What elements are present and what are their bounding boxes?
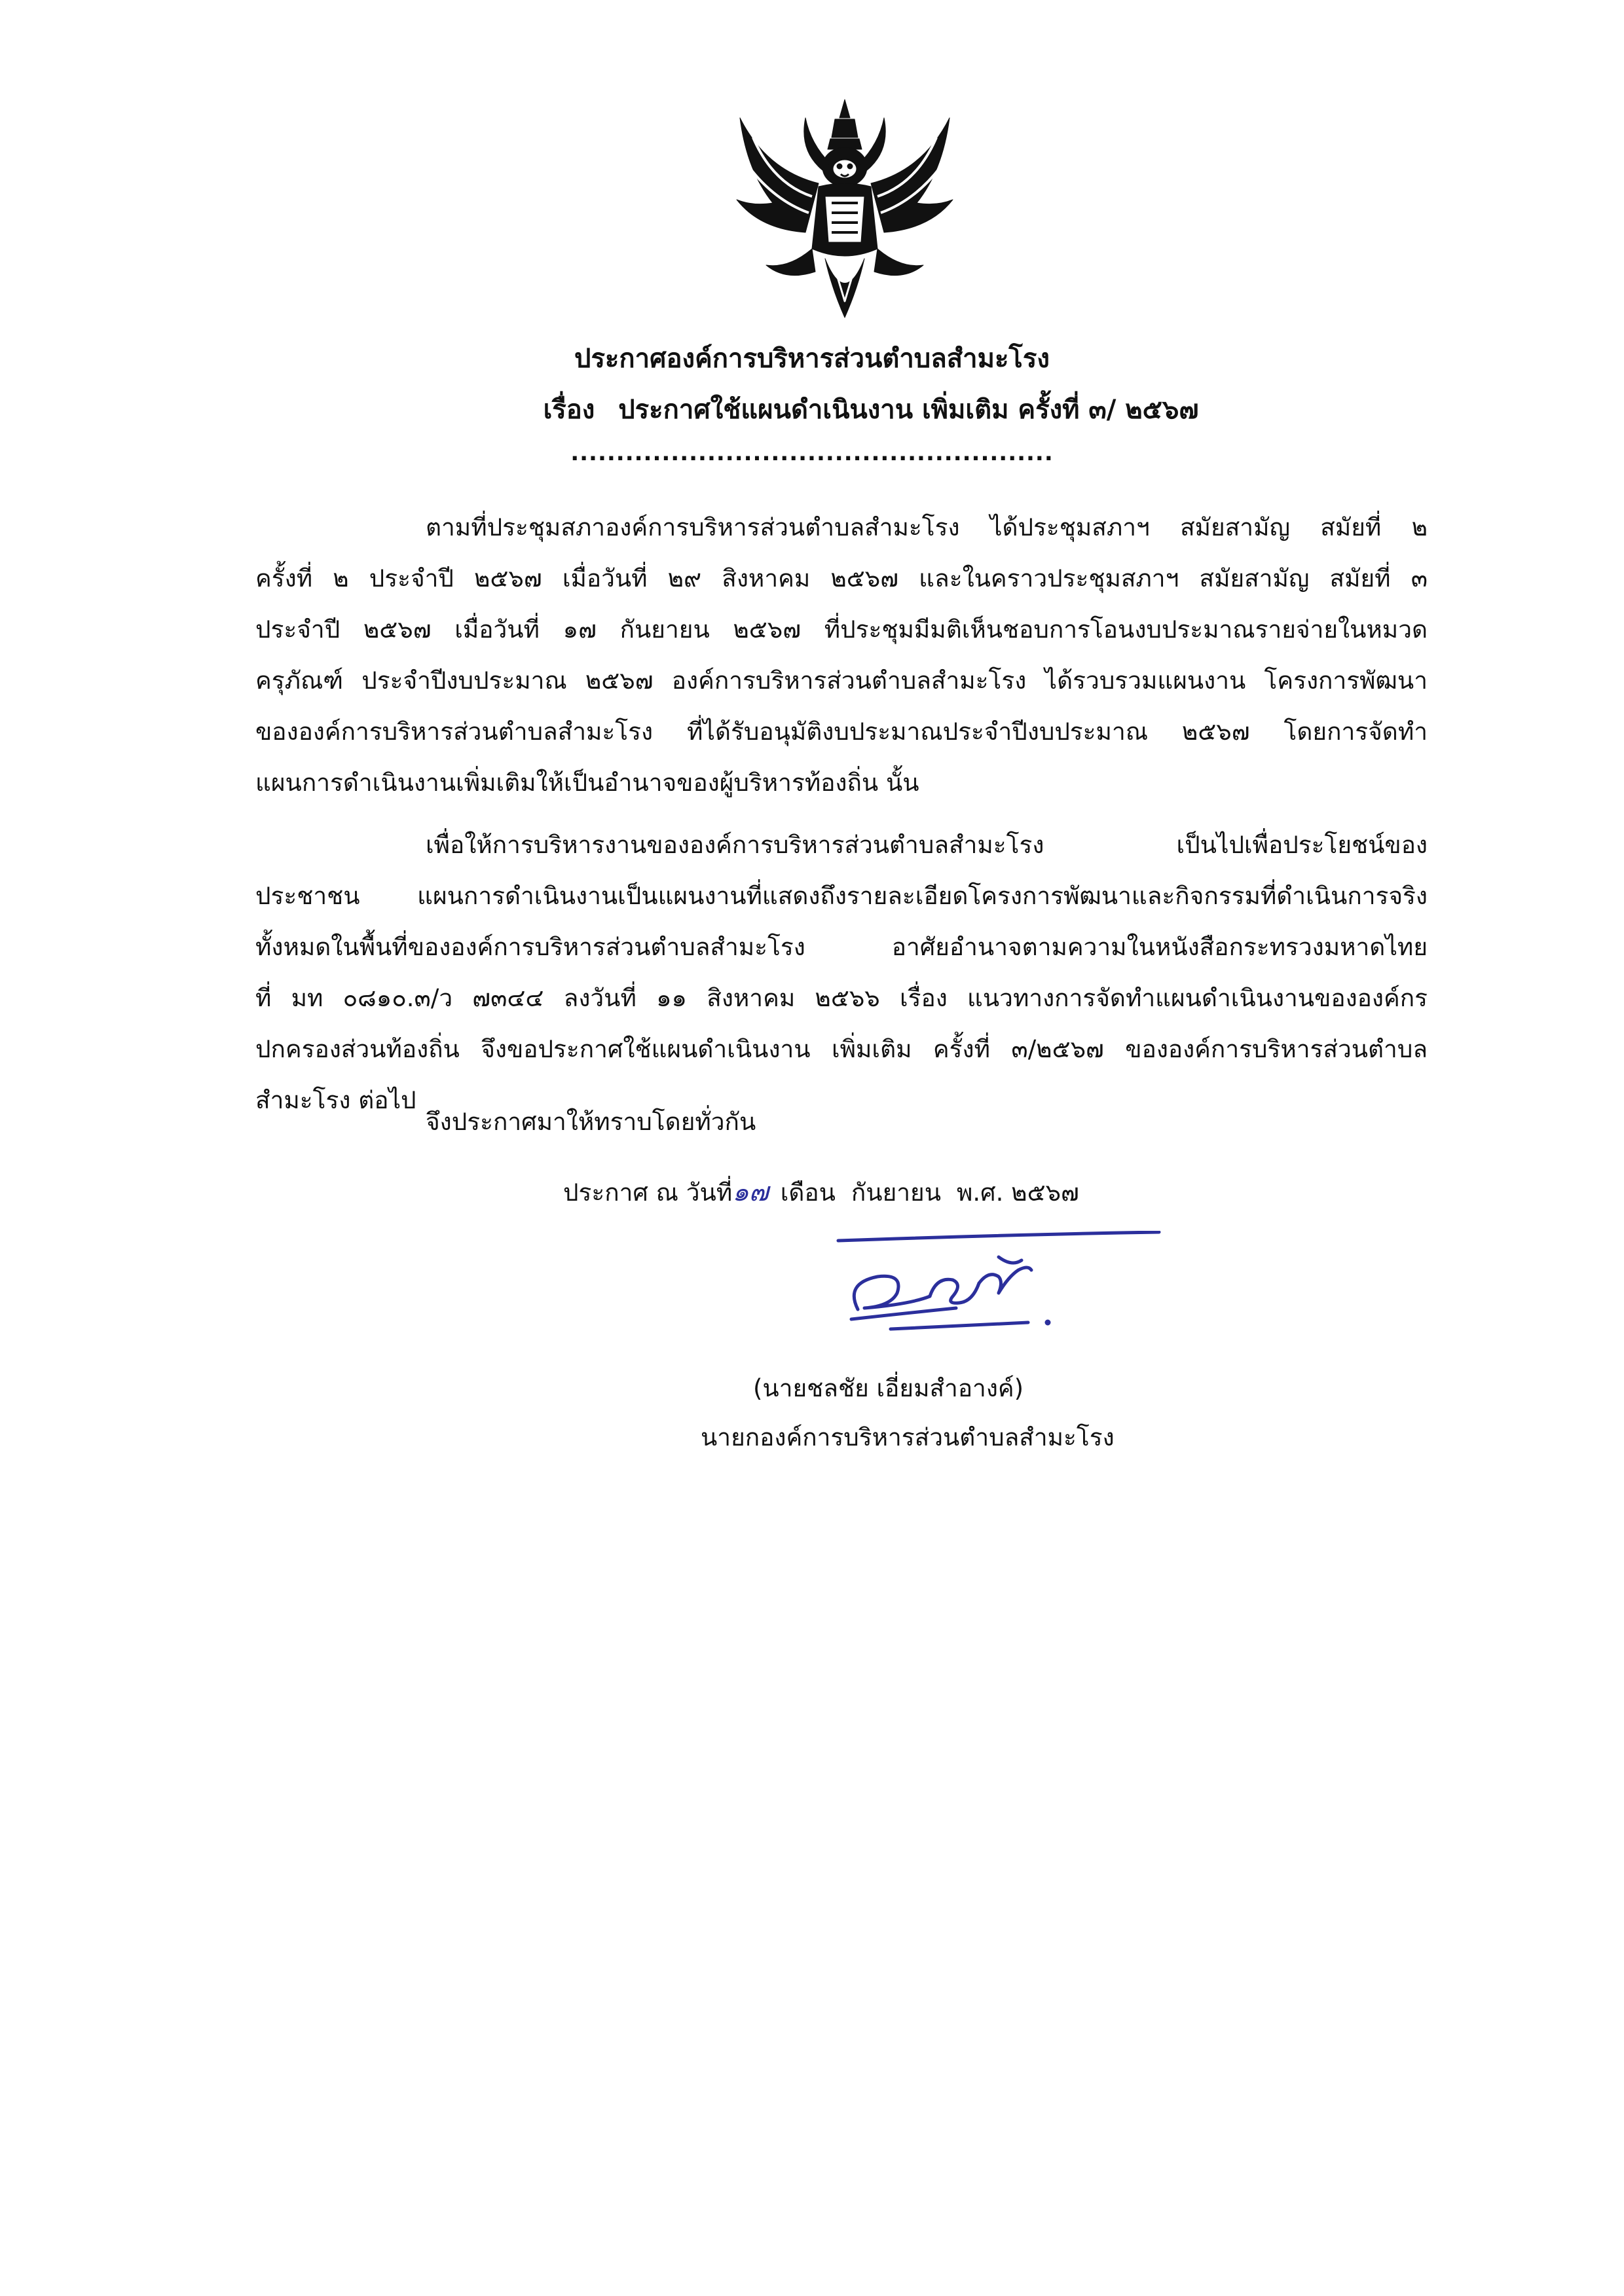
subject-label: เรื่อง xyxy=(543,395,595,425)
paragraph-line: ที่ มท ๐๘๑๐.๓/ว ๗๓๔๔ ลงวันที่ ๑๑ สิงหาคม ๒๕๖๖ เรื่อง แนวทางการจัดทำแผนดำเนินงานขององค์กร xyxy=(255,984,1428,1012)
paragraph-line: เพื่อให้การบริหารงานขององค์การบริหารส่วนตำบลสำมะโรง เป็นไปเพื่อประโยชน์ของ xyxy=(426,831,1428,859)
announcement-heading: ประกาศองค์การบริหารส่วนตำบลสำมะโรง xyxy=(574,344,1050,374)
paragraph-line: ปกครองส่วนท้องถิ่น จึงขอประกาศใช้แผนดำเนินงาน เพิ่มเติม ครั้งที่ ๓/๒๕๖๗ ขององค์การบริหารส่วนตำบล xyxy=(255,1035,1428,1063)
paragraph-line: ขององค์การบริหารส่วนตำบลสำมะโรง ที่ได้รับอนุมัติงบประมาณประจำปีงบประมาณ ๒๕๖๗ โดยการจัดทำ xyxy=(255,718,1428,746)
announcement-date xyxy=(563,1175,1079,1210)
signer-position: นายกองค์การบริหารส่วนตำบลสำมะโรง xyxy=(701,1423,1115,1451)
paragraph-line: แผนการดำเนินงานเพิ่มเติมให้เป็นอำนาจของผู้บริหารท้องถิ่น นั้น xyxy=(255,769,919,797)
month-value: กันยายน xyxy=(851,1178,942,1207)
paragraph-line: ครุภัณฑ์ ประจำปีงบประมาณ ๒๕๖๗ องค์การบริหารส่วนตำบลสำมะโรง ได้รวบรวมแผนงาน โครงการพัฒนา xyxy=(255,666,1428,695)
paragraph-line: ครั้งที่ ๒ ประจำปี ๒๕๖๗ เมื่อวันที่ ๒๙ สิงหาคม ๒๕๖๗ และในคราวประชุมสภาฯ สมัยสามัญ สมัยที่ ๓ xyxy=(255,564,1428,592)
paragraph-line: ตามที่ประชุมสภาองค์การบริหารส่วนตำบลสำมะโรง ได้ประชุมสภาฯ สมัยสามัญ สมัยที่ ๒ xyxy=(426,513,1428,541)
heading-rule: ..................................................... xyxy=(570,440,1054,466)
subject-text: ประกาศใช้แผนดำเนินงาน เพิ่มเติม ครั้งที่ ๓/ ๒๕๖๗ xyxy=(618,395,1199,425)
month-label: เดือน xyxy=(780,1178,836,1207)
date-prefix: ประกาศ ณ วันที่ xyxy=(563,1178,733,1207)
paragraph-line: ประชาชน แผนการดำเนินงานเป็นแผนงานที่แสดงถึงรายละเอียดโครงการพัฒนาและกิจกรรมที่ดำเนินการจริง xyxy=(255,882,1428,910)
paragraph-line: สำมะโรง ต่อไป xyxy=(255,1086,416,1114)
paragraph-line: ทั้งหมดในพื้นที่ขององค์การบริหารส่วนตำบลสำมะโรง อาศัยอำนาจตามความในหนังสือกระทรวงมหาดไทย xyxy=(255,933,1428,961)
handwritten-day: ๑๗ xyxy=(732,1177,769,1207)
signer-name: (นายชลชัย เอี่ยมสำอางค์) xyxy=(753,1374,1024,1402)
year-value: พ.ศ. ๒๕๖๗ xyxy=(957,1178,1079,1207)
paragraph-line: ประจำปี ๒๕๖๗ เมื่อวันที่ ๑๗ กันยายน ๒๕๖๗ ที่ประชุมมีมติเห็นชอบการโอนงบประมาณรายจ่ายในหมวด xyxy=(255,615,1428,644)
garuda-emblem-icon xyxy=(727,92,963,327)
closing-statement: จึงประกาศมาให้ทราบโดยทั่วกัน xyxy=(426,1108,756,1136)
handwritten-signature xyxy=(832,1231,1172,1336)
announcement-subject xyxy=(59,392,1624,428)
